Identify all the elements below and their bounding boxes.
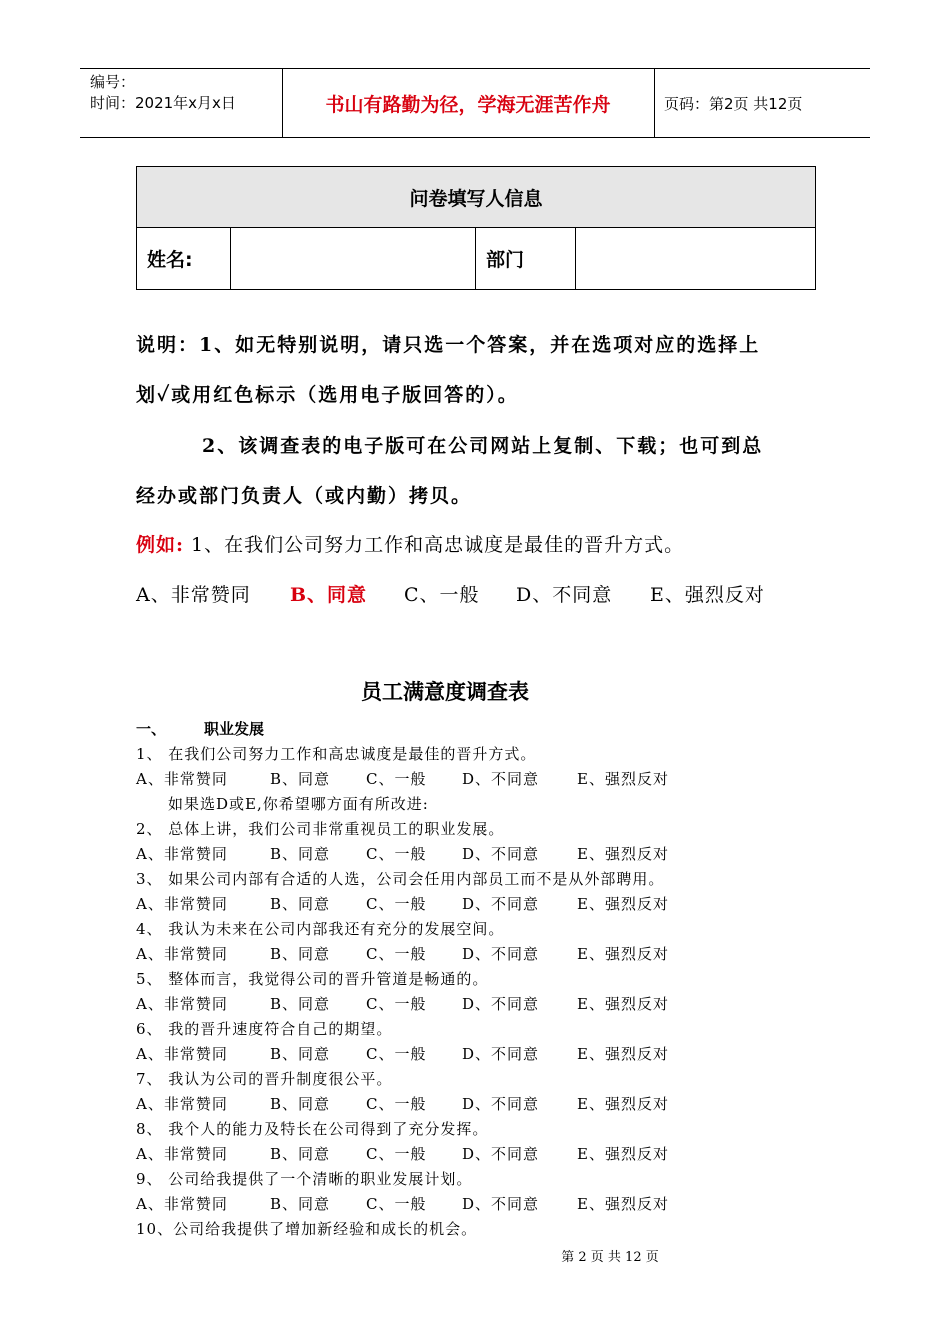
option-b[interactable]: B、同意 — [270, 995, 331, 1013]
option-b[interactable]: B、同意 — [270, 945, 331, 963]
section-heading — [136, 718, 265, 739]
option-a[interactable]: A、非常赞同 — [136, 1145, 228, 1163]
option-d[interactable]: D、不同意 — [462, 1195, 540, 1213]
option-a[interactable]: A、非常赞同 — [136, 845, 228, 863]
option-b[interactable]: B、同意 — [270, 1045, 331, 1063]
option-e[interactable]: E、强烈反对 — [577, 1095, 669, 1113]
option-c[interactable]: C、一般 — [366, 1145, 427, 1163]
option-c[interactable]: C、一般 — [366, 770, 427, 788]
name-field[interactable] — [231, 228, 476, 289]
question: 6、 我的晋升速度符合自己的期望。 — [136, 1020, 393, 1038]
option-b[interactable]: B、同意 — [270, 895, 331, 913]
instruction-line: 划✓或用红色标示（选用电子版回答的）。 — [136, 384, 519, 406]
question: 4、 我认为未来在公司内部我还有充分的发展空间。 — [136, 920, 505, 938]
info-table-title: 问卷填写人信息 — [137, 167, 815, 228]
option-a[interactable]: A、非常赞同 — [136, 1195, 228, 1213]
option-d[interactable]: D、不同意 — [462, 995, 540, 1013]
option-d[interactable]: D、不同意 — [462, 845, 540, 863]
example-line — [136, 530, 684, 557]
question: 5、 整体而言，我觉得公司的晋升管道是畅通的。 — [136, 970, 489, 988]
option-d[interactable]: D、不同意 — [462, 1045, 540, 1063]
option-e[interactable]: E、强烈反对 — [577, 995, 669, 1013]
option-d[interactable]: D、不同意 — [462, 770, 540, 788]
option-e[interactable]: E、强烈反对 — [577, 1145, 669, 1163]
header-page-info: 页码：第2页 共12页 — [664, 94, 803, 113]
option-e[interactable]: E、强烈反对 — [577, 945, 669, 963]
respondent-info-table — [136, 166, 816, 290]
option-a[interactable]: A、非常赞同 — [136, 1045, 228, 1063]
option-b[interactable]: B、同意 — [270, 1195, 331, 1213]
option-c[interactable]: C、一般 — [366, 895, 427, 913]
option-b[interactable]: B、同意 — [270, 845, 331, 863]
name-label: 姓名: — [137, 228, 231, 289]
example-option-a: A、非常赞同 — [136, 584, 251, 606]
option-b[interactable]: B、同意 — [270, 1095, 331, 1113]
option-a[interactable]: A、非常赞同 — [136, 995, 228, 1013]
option-b[interactable]: B、同意 — [270, 1145, 331, 1163]
question: 2、 总体上讲，我们公司非常重视员工的职业发展。 — [136, 820, 505, 838]
option-c[interactable]: C、一般 — [366, 1095, 427, 1113]
option-e[interactable]: E、强烈反对 — [577, 770, 669, 788]
option-e[interactable]: E、强烈反对 — [577, 845, 669, 863]
info-table-row — [137, 228, 815, 289]
question: 8、 我个人的能力及特长在公司得到了充分发挥。 — [136, 1120, 489, 1138]
survey-title: 员工满意度调查表 — [361, 679, 529, 704]
example-option-d: D、不同意 — [516, 584, 613, 606]
option-e[interactable]: E、强烈反对 — [577, 895, 669, 913]
example-option-e: E、强烈反对 — [650, 584, 765, 606]
example-question: 1、在我们公司努力工作和高忠诚度是最佳的晋升方式。 — [184, 534, 685, 556]
instruction-line: 2、该调查表的电子版可在公司网站上复制、下载；也可到总 — [202, 435, 764, 457]
header-motto: 书山有路勤为径，学海无涯苦作舟 — [325, 93, 611, 116]
example-label: 例如: — [136, 534, 185, 556]
option-a[interactable]: A、非常赞同 — [136, 945, 228, 963]
example-option-c: C、一般 — [404, 584, 480, 606]
question: 7、 我认为公司的晋升制度很公平。 — [136, 1070, 393, 1088]
option-e[interactable]: E、强烈反对 — [577, 1045, 669, 1063]
instruction-line: 说明：1、如无特别说明，请只选一个答案，并在选项对应的选择上 — [136, 334, 761, 356]
option-b[interactable]: B、同意 — [270, 770, 331, 788]
option-e[interactable]: E、强烈反对 — [577, 1195, 669, 1213]
page-footer: 第 2 页 共 12 页 — [561, 1250, 659, 1265]
instruction-line: 经办或部门负责人（或内勤）拷贝。 — [136, 485, 473, 507]
header-divider — [654, 69, 655, 137]
time-label: 时间：2021年x月x日 — [90, 94, 236, 112]
option-a[interactable]: A、非常赞同 — [136, 770, 228, 788]
option-c[interactable]: C、一般 — [366, 1045, 427, 1063]
section-number: 一、 — [136, 720, 167, 738]
page-header — [80, 68, 870, 138]
header-meta — [90, 72, 236, 114]
option-a[interactable]: A、非常赞同 — [136, 895, 228, 913]
section-name: 职业发展 — [204, 720, 265, 738]
question-followup: 如果选D或E,你希望哪方面有所改进: — [168, 795, 429, 813]
option-d[interactable]: D、不同意 — [462, 1095, 540, 1113]
question: 10、公司给我提供了增加新经验和成长的机会。 — [136, 1220, 478, 1238]
question: 9、 公司给我提供了一个清晰的职业发展计划。 — [136, 1170, 473, 1188]
option-d[interactable]: D、不同意 — [462, 1145, 540, 1163]
option-d[interactable]: D、不同意 — [462, 895, 540, 913]
example-option-b-selected: B、同意 — [290, 584, 368, 606]
option-d[interactable]: D、不同意 — [462, 945, 540, 963]
option-c[interactable]: C、一般 — [366, 1195, 427, 1213]
question: 1、 在我们公司努力工作和高忠诚度是最佳的晋升方式。 — [136, 745, 537, 763]
dept-label: 部门 — [476, 228, 576, 289]
option-c[interactable]: C、一般 — [366, 995, 427, 1013]
dept-field[interactable] — [576, 228, 815, 289]
option-a[interactable]: A、非常赞同 — [136, 1095, 228, 1113]
option-c[interactable]: C、一般 — [366, 945, 427, 963]
option-c[interactable]: C、一般 — [366, 845, 427, 863]
code-label: 编号： — [90, 73, 136, 91]
question: 3、 如果公司内部有合适的人选，公司会任用内部员工而不是从外部聘用。 — [136, 870, 665, 888]
